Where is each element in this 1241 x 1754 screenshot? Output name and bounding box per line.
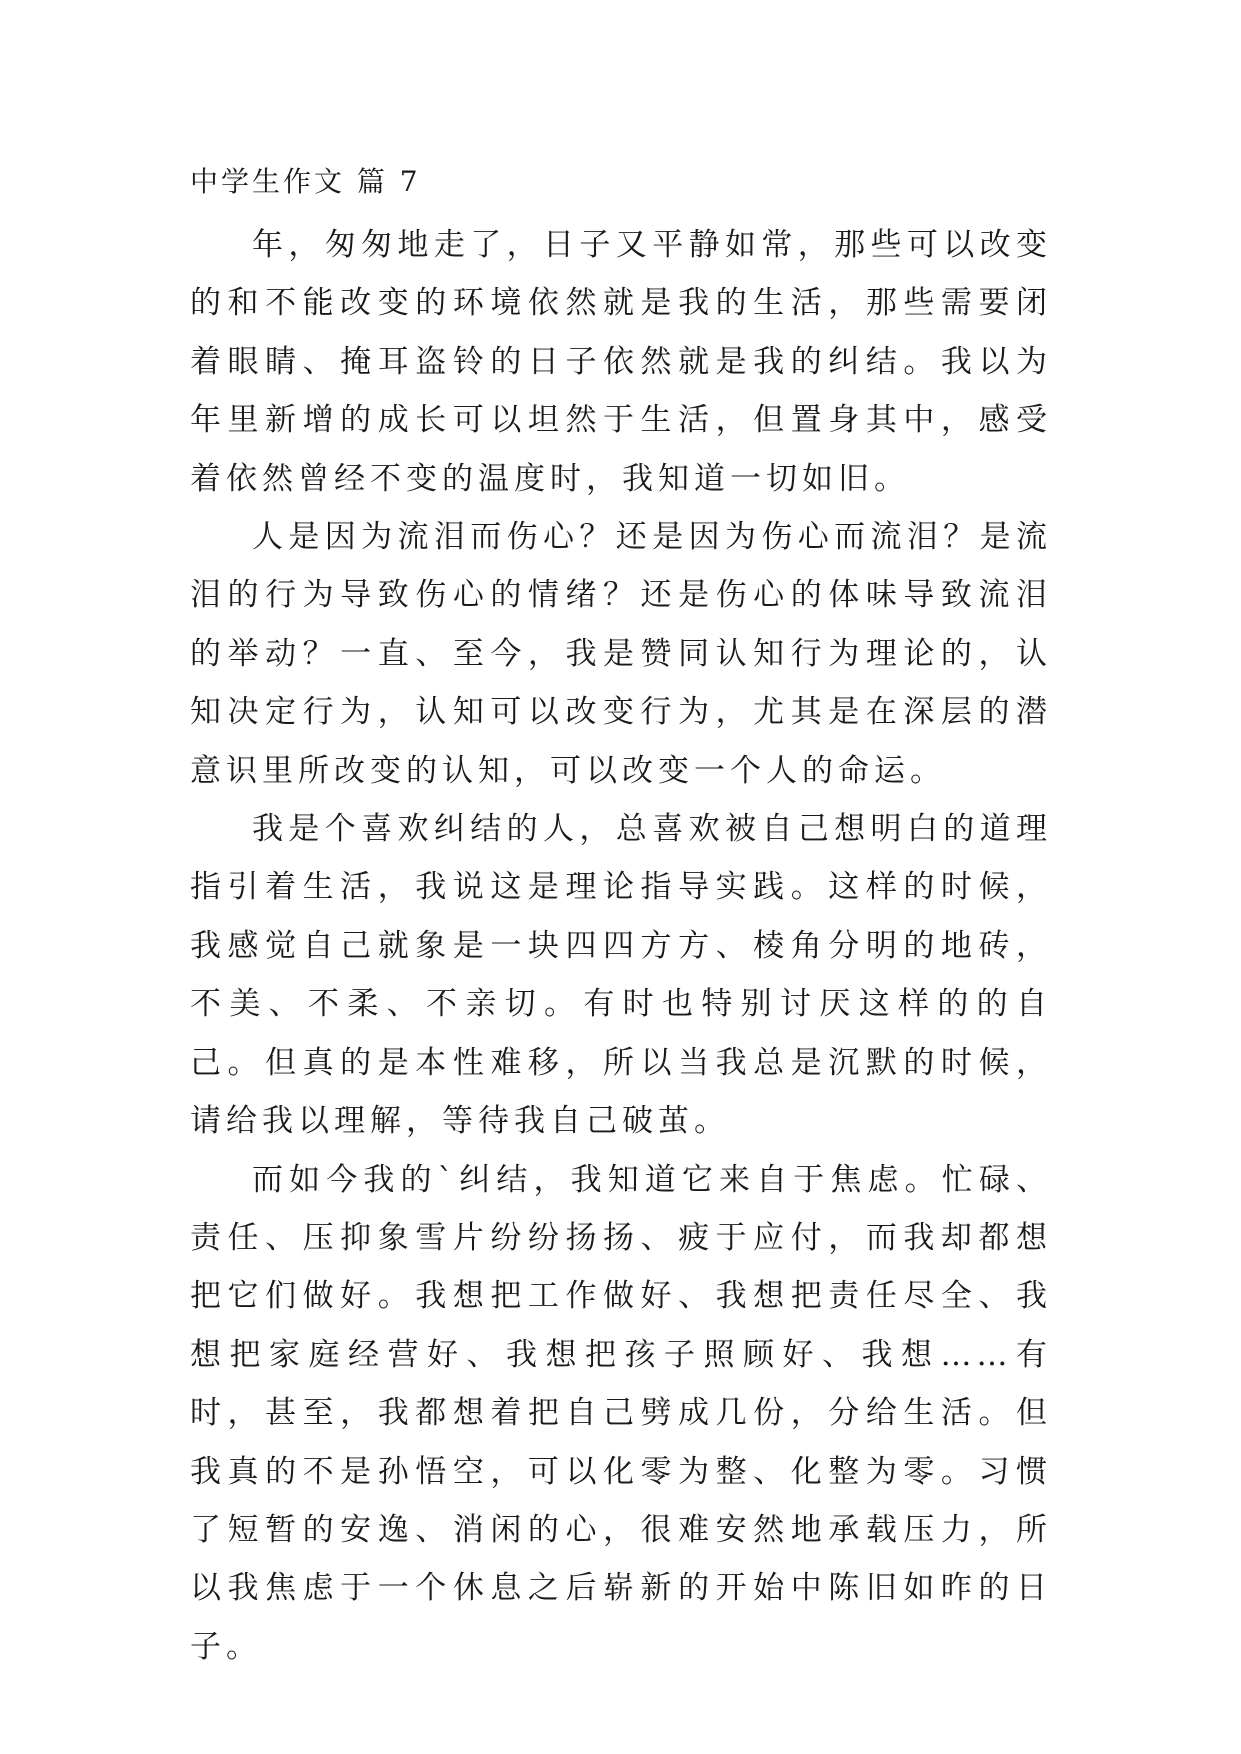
document-body [190, 216, 1052, 1676]
paragraph-3: 我是个喜欢纠结的人，总喜欢被自己想明白的道理指引着生活，我说这是理论指导实践。这样的时候，我感觉自己就象是一块四四方方、棱角分明的地砖，不美、不柔、不亲切。有时也特别讨厌这样的的自己。但真的是本性难移，所以当我总是沉默的时候，请给我以理解，等待我自己破茧。 [190, 811, 1052, 1140]
paragraph-1: 年，匆匆地走了，日子又平静如常，那些可以改变的和不能改变的环境依然就是我的生活，那些需要闭着眼睛、掩耳盗铃的日子依然就是我的纠结。我以为年里新增的成长可以坦然于生活，但置身其中，感受着依然曾经不变的温度时，我知道一切如旧。 [190, 227, 1052, 497]
paragraph-2: 人是因为流泪而伤心？还是因为伤心而流泪？是流泪的行为导致伤心的情绪？还是伤心的体味导致流泪的举动？一直、至今，我是赞同认知行为理论的，认知决定行为，认知可以改变行为，尤其是在深层的潜意识里所改变的认知，可以改变一个人的命运。 [190, 519, 1052, 789]
paragraph-4: 而如今我的`纠结，我知道它来自于焦虑。忙碌、责任、压抑象雪片纷纷扬扬、疲于应付，而我却都想把它们做好。我想把工作做好、我想把责任尽全、我想把家庭经营好、我想把孩子照顾好、我想……有时，甚至，我都想着把自己劈成几份，分给生活。但我真的不是孙悟空，可以化零为整、化整为零。习惯了短暂的安逸、消闲的心，很难安然地承载压力，所以我焦虑于一个休息之后崭新的开始中陈旧如昨的日子。 [190, 1161, 1052, 1665]
document-title: 中学生作文 篇 7 [190, 165, 421, 198]
